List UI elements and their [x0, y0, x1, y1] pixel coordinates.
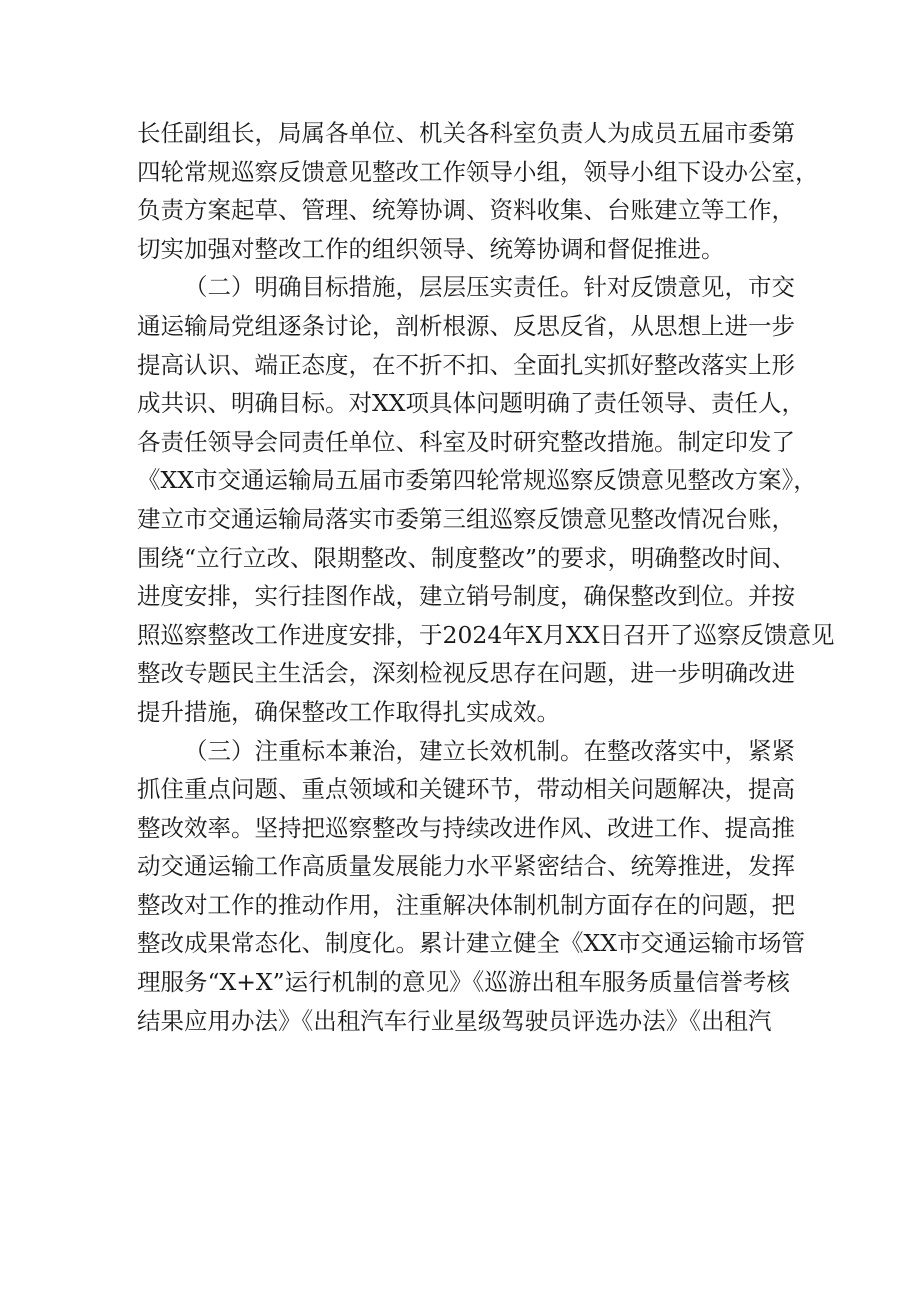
text-line: 四轮常规巡察反馈意见整改工作领导小组，领导小组下设办公室， — [137, 157, 819, 186]
text-line: 进度安排，实行挂图作战，建立销号制度，确保整改到位。并按 — [137, 582, 795, 611]
text-line: 整改对工作的推动作用，注重解决体制机制方面存在的问题，把 — [137, 890, 795, 919]
text-line: 围绕“立行立改、限期整改、制度整改”的要求，明确整改时间、 — [137, 543, 796, 572]
text-line: 理服务“X+X”运行机制的意见》《巡游出租车服务质量信誉考核 — [137, 968, 790, 997]
text-line: 整改效率。坚持把巡察整改与持续改进作风、改进工作、提高推 — [137, 813, 795, 842]
text-line: 提升措施，确保整改工作取得扎实成效。 — [137, 697, 560, 726]
text-line: 负责方案起草、管理、统筹协调、资料收集、台账建立等工作， — [137, 196, 795, 225]
text-line: 各责任领导会同责任单位、科室及时研究整改措施。制定印发了 — [137, 427, 795, 456]
body-text — [137, 114, 835, 1040]
text-line: 切实加强对整改工作的组织领导、统筹协调和督促推进。 — [137, 234, 725, 263]
text-line: 整改专题民主生活会，深刻检视反思存在问题，进一步明确改进 — [137, 659, 795, 688]
text-line: 通运输局党组逐条讨论，剖析根源、反思反省，从思想上进一步 — [137, 311, 795, 340]
text-line: 提高认识、端正态度，在不折不扣、全面扎实抓好整改落实上形 — [137, 350, 795, 379]
text-line: 建立市交通运输局落实市委第三组巡察反馈意见整改情况台账， — [137, 504, 795, 533]
text-line: 动交通运输工作高质量发展能力水平紧密结合、统筹推进，发挥 — [137, 852, 795, 881]
section-heading-line: （三）注重标本兼治，建立长效机制。在整改落实中，紧紧 — [184, 736, 795, 765]
text-line: 抓住重点问题、重点领域和关键环节，带动相关问题解决，提高 — [137, 775, 795, 804]
text-line: 照巡察整改工作进度安排，于2024年X月XX日召开了巡察反馈意见 — [137, 620, 835, 649]
text-line: 结果应用办法》《出租汽车行业星级驾驶员评选办法》《出租汽 — [137, 1006, 772, 1035]
text-line: 《XX市交通运输局五届市委第四轮常规巡察反馈意见整改方案》， — [137, 466, 817, 495]
text-line: 长任副组长，局属各单位、机关各科室负责人为成员五届市委第 — [137, 119, 795, 147]
text-line: 成共识、明确目标。对XX项具体问题明确了责任领导、责任人， — [137, 389, 805, 418]
section-heading-line: （二）明确目标措施，层层压实责任。针对反馈意见，市交 — [184, 273, 795, 302]
text-line: 整改成果常态化、制度化。累计建立健全《XX市交通运输市场管 — [137, 929, 805, 958]
